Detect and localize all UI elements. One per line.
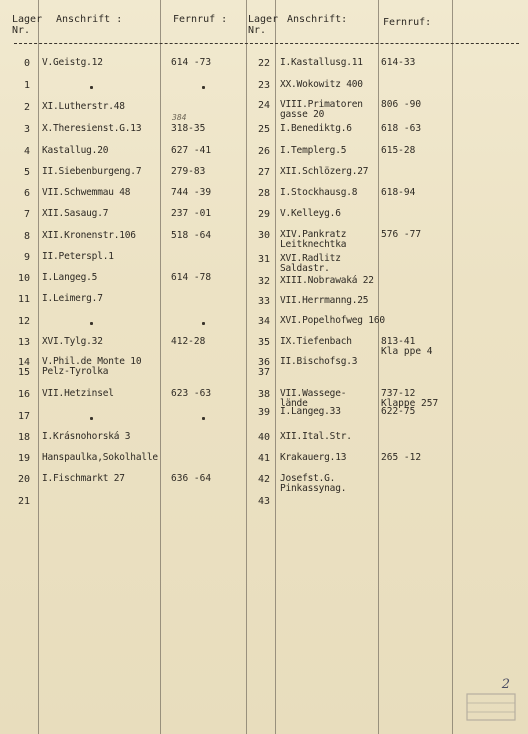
address-text: XII.Sasaug.7 — [42, 208, 109, 219]
phone-number: 614 -73 — [171, 57, 212, 68]
column-rule — [160, 0, 161, 734]
phone-number: 618 -63 — [381, 123, 422, 134]
address-text: I.Templerg.5 — [280, 145, 347, 156]
address-text: I.Langeg.5 — [42, 272, 98, 283]
lager-number: 22 — [257, 58, 270, 69]
lager-number: 19 — [17, 453, 30, 464]
address-text: XI.Lutherstr.48 — [42, 101, 125, 112]
phone-number: 614 -78 — [171, 272, 212, 283]
address-text: II.Peterspl.1 — [42, 251, 114, 262]
ditto-mark — [202, 86, 205, 89]
address-text: Josefst.G. Pinkassynag. — [280, 473, 347, 494]
address-text: VII.Wassege- lände — [280, 388, 347, 409]
header-divider — [14, 43, 519, 44]
lager-number: 23 — [257, 80, 270, 91]
lager-number: 20 — [17, 474, 30, 485]
address-text: I.Leimerg.7 — [42, 293, 103, 304]
page-number: 2 — [501, 677, 510, 692]
lager-number: 31 — [257, 254, 270, 265]
address-text: I.Kastallusg.11 — [280, 57, 363, 68]
pencil-note: 384 — [172, 113, 187, 122]
lager-number: 40 — [257, 432, 270, 443]
lager-number: 34 — [257, 316, 270, 327]
address-text: VII.Schwemmau 48 — [42, 187, 131, 198]
phone-number: 614-33 — [381, 57, 416, 68]
phone-number: 622-75 — [381, 406, 416, 417]
header-anschrift-left: Anschrift : — [56, 14, 123, 25]
lager-number: 5 — [23, 167, 30, 178]
lager-number: 15 — [17, 367, 30, 378]
phone-number: 412-28 — [171, 336, 206, 347]
phone-number: 806 -90 — [381, 99, 422, 110]
address-text: I.Fischmarkt 27 — [42, 473, 125, 484]
lager-number: 14 — [17, 357, 30, 368]
address-text: II.Siebenburgeng.7 — [42, 166, 142, 177]
phone-number: 279-83 — [171, 166, 206, 177]
lager-number: 25 — [257, 124, 270, 135]
phone-number: 636 -64 — [171, 473, 212, 484]
header-fernruf-left: Fernruf : — [173, 14, 228, 25]
address-text: XIII.Nobrawaká 22 — [280, 275, 374, 286]
lager-number: 10 — [17, 273, 30, 284]
lager-number: 24 — [257, 100, 270, 111]
lager-number: 43 — [257, 496, 270, 507]
address-text: I.Krásnohorská 3 — [42, 431, 131, 442]
ditto-mark — [90, 86, 93, 89]
lager-number: 8 — [23, 231, 30, 242]
phone-number: 737-12 Klappe 257 — [381, 388, 439, 409]
ditto-mark — [202, 322, 205, 325]
archive-stamp-icon — [466, 692, 516, 722]
phone-number: 744 -39 — [171, 187, 212, 198]
column-rule — [38, 0, 39, 734]
address-text: XII.Schlözerg.27 — [280, 166, 369, 177]
header-fernruf-right: Fernruf: — [383, 17, 432, 28]
lager-number: 3 — [23, 124, 30, 135]
address-text: Krakauerg.13 — [280, 452, 347, 463]
lager-number: 41 — [257, 453, 270, 464]
phone-number: 627 -41 — [171, 145, 212, 156]
phone-number: 813-41 Kla ppe 4 — [381, 336, 433, 357]
lager-number: 9 — [23, 252, 30, 263]
phone-number: 618-94 — [381, 187, 416, 198]
address-text: XII.Ital.Str. — [280, 431, 352, 442]
column-rule — [246, 0, 247, 734]
lager-number: 33 — [257, 296, 270, 307]
column-rule — [452, 0, 453, 734]
address-text: XVI.Radlitz Saldastr. — [280, 253, 341, 274]
address-text: Kastallug.20 — [42, 145, 109, 156]
lager-number: 12 — [17, 316, 30, 327]
address-text: XVI.Popelhofweg 160 — [280, 315, 385, 326]
lager-number: 2 — [23, 102, 30, 113]
lager-number: 26 — [257, 146, 270, 157]
lager-number: 6 — [23, 188, 30, 199]
phone-number: 576 -77 — [381, 229, 422, 240]
lager-number: 29 — [257, 209, 270, 220]
lager-number: 37 — [257, 367, 270, 378]
address-text: II.Bischofsg.3 — [280, 356, 358, 367]
address-text: Pelz-Tyrolka — [42, 366, 109, 377]
column-rule — [275, 0, 276, 734]
lager-number: 38 — [257, 389, 270, 400]
lager-number: 35 — [257, 337, 270, 348]
lager-number: 7 — [23, 209, 30, 220]
address-text: XX.Wokowitz 400 — [280, 79, 363, 90]
address-text: VIII.Primatoren gasse 20 — [280, 99, 363, 120]
lager-number: 13 — [17, 337, 30, 348]
ditto-mark — [202, 417, 205, 420]
column-rule — [378, 0, 379, 734]
address-text: I.Stockhausg.8 — [280, 187, 358, 198]
lager-number: 27 — [257, 167, 270, 178]
lager-number: 36 — [257, 357, 270, 368]
lager-number: 21 — [17, 496, 30, 507]
address-text: V.Phil.de Monte 10 — [42, 356, 142, 367]
header-anschrift-right: Anschrift: — [287, 14, 348, 25]
phone-number: 623 -63 — [171, 388, 212, 399]
lager-number: 18 — [17, 432, 30, 443]
address-text: VII.Herrmanng.25 — [280, 295, 369, 306]
address-text: X.Theresienst.G.13 — [42, 123, 142, 134]
header-lager-left: Lager Nr. — [12, 14, 43, 36]
lager-number: 1 — [23, 80, 30, 91]
ditto-mark — [90, 417, 93, 420]
address-text: IX.Tiefenbach — [280, 336, 352, 347]
lager-number: 32 — [257, 276, 270, 287]
address-text: VII.Hetzinsel — [42, 388, 114, 399]
phone-number: 318-35 — [171, 123, 206, 134]
lager-number: 28 — [257, 188, 270, 199]
lager-number: 11 — [17, 294, 30, 305]
phone-number: 265 -12 — [381, 452, 422, 463]
phone-number: 237 -01 — [171, 208, 212, 219]
lager-number: 39 — [257, 407, 270, 418]
phone-number: 518 -64 — [171, 230, 212, 241]
address-text: V.Kelleyg.6 — [280, 208, 341, 219]
address-text: Hanspaulka,Sokolhalle — [42, 452, 158, 463]
lager-number: 4 — [23, 146, 30, 157]
address-text: I.Benediktg.6 — [280, 123, 352, 134]
lager-number: 30 — [257, 230, 270, 241]
lager-number: 17 — [17, 411, 30, 422]
phone-number: 615-28 — [381, 145, 416, 156]
address-text: XIV.Pankratz Leitknechtka — [280, 229, 347, 250]
address-text: I.Langeg.33 — [280, 406, 341, 417]
address-text: XII.Kronenstr.106 — [42, 230, 136, 241]
header-lager-right: Lager Nr. — [248, 14, 279, 36]
address-text: XVI.Tylg.32 — [42, 336, 103, 347]
ditto-mark — [90, 322, 93, 325]
address-text: V.Geistg.12 — [42, 57, 103, 68]
lager-number: 42 — [257, 474, 270, 485]
lager-number: 0 — [23, 58, 30, 69]
lager-number: 16 — [17, 389, 30, 400]
